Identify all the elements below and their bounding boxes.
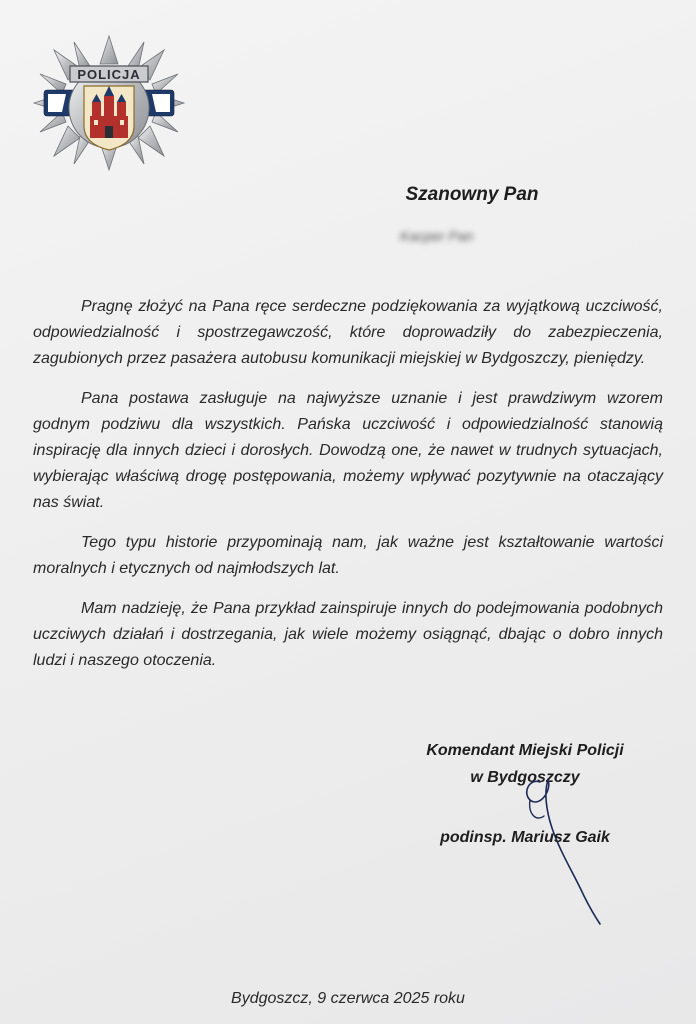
recipient-name-blurred: Kacper Pan <box>400 228 474 244</box>
handwritten-signature-icon <box>500 770 620 930</box>
letter-salutation: Szanowny Pan <box>405 184 539 205</box>
emblem-badge-text: POLICJA <box>77 67 141 82</box>
letter-body <box>33 294 663 688</box>
signatory-name: podinsp. Mariusz Gaik <box>440 829 610 846</box>
letter-paragraph: Pana postawa zasługuje na najwyższe uznanie i jest prawdziwym wzorem godnym podziwu dla wszystkich. Pańska uczciwość i odpowiedzialność stanowią inspirację dla innych dzieci i dorosłych. Dowodzą one, że nawet w trudnych sytuacjach, wybierając właściwą drogę postępowania, możemy wpływać pozytywnie na otaczający nas świat. <box>33 390 663 511</box>
letter-paragraph: Pragnę złożyć na Pana ręce serdeczne podziękowania za wyjątkową uczciwość, odpowiedzialność i spostrzegawczość, które doprowadziły do zabezpieczenia, zagubionych przez pasażera autobusu komunikacji miejskiej w Bydgoszczy, pieniędzy. <box>33 298 663 367</box>
place-and-date: Bydgoszcz, 9 czerwca 2025 roku <box>231 990 465 1007</box>
signatory-title-line-2: w Bydgoszczy <box>470 769 580 786</box>
letter-paragraph: Tego typu historie przypominają nam, jak ważne jest kształtowanie wartości moralnych i etycznych od najmłodszych lat. <box>33 534 663 577</box>
police-emblem-icon <box>32 34 186 172</box>
letter-paragraph: Mam nadzieję, że Pana przykład zainspiruje innych do podejmowania podobnych uczciwych działań i dostrzegania, jak wiele możemy osiągnąć, dbając o dobro innych ludzi i naszego otoczenia. <box>33 600 663 669</box>
signatory-title-line-1: Komendant Miejski Policji <box>426 742 624 759</box>
